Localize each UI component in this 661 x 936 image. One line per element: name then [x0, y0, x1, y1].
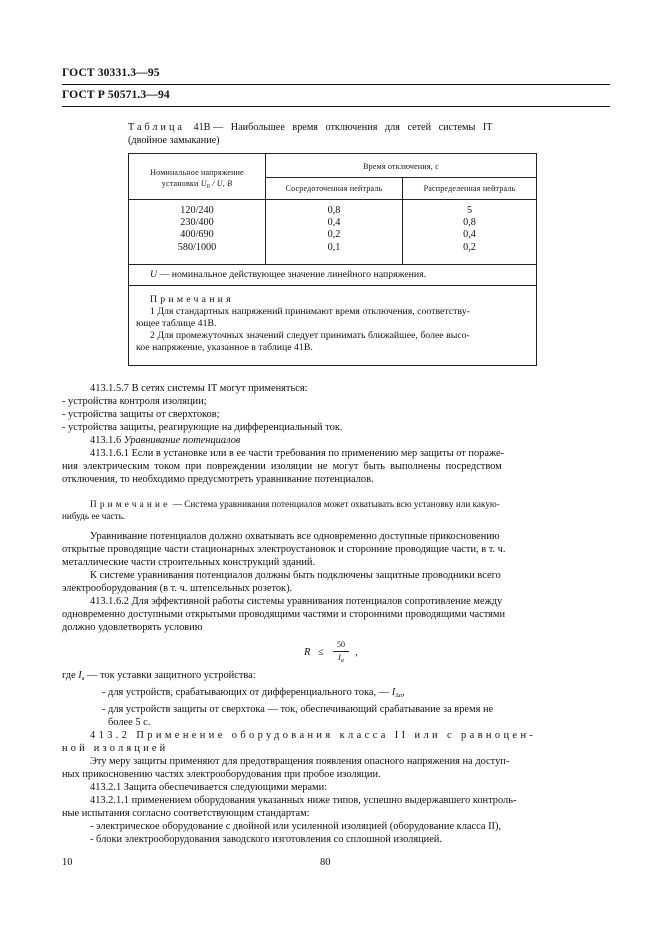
paragraph-line: должно удовлетворять условию [62, 622, 203, 633]
cell-concentrated: 0,8 [327, 205, 341, 216]
paragraph-line: электрооборудования (в т. ч. штепсельных розеток). [62, 583, 293, 594]
formula-den-symbol: I [338, 653, 341, 662]
note-label: Примечание [90, 499, 171, 509]
formula-end: , [355, 647, 358, 658]
cell-distributed: 0,8 [463, 217, 476, 229]
cell-concentrated: 0,1 [327, 241, 341, 253]
voltage-column [129, 205, 265, 254]
cell-voltage: 230/400 [180, 217, 214, 229]
section-4132-line-1: 413.2 Применение оборудования класса II или с равноцен- [90, 730, 537, 741]
table-hline-sub [265, 177, 536, 178]
list-item: - блоки электрооборудования заводского изготовления со сплошной изоляцией. [90, 834, 442, 845]
cell-voltage: 580/1000 [177, 241, 217, 253]
paragraph-line: ных прикосновению частях электрооборудования при пробое изоляции. [62, 769, 381, 780]
where-lead: где [62, 670, 76, 681]
caption-title: — Наибольшее время отключения для сетей системы IT [213, 122, 493, 133]
table-caption [128, 121, 544, 147]
paragraph-line: 413.1.6.2 Для эффективной работы системы уравнивания потенциалов сопротивление между [90, 596, 503, 607]
note-line-1 [62, 498, 610, 510]
list-item: - электрическое оборудование с двойной или усиленной изоляцией (оборудование класса II), [90, 821, 502, 832]
paragraph-line: металлические части строительных конструкций зданий. [62, 557, 316, 568]
cell-voltage: 400/690 [180, 229, 214, 241]
note-1-line-2: ющее таблице 41В. [136, 318, 217, 329]
paragraph-line: 413.2.1 Защита обеспечивается следующими мерами: [90, 782, 328, 793]
document-code-2: ГОСТ Р 50571.3—94 [62, 88, 170, 101]
header-time: Время отключения, с [363, 162, 439, 171]
section-heading [62, 434, 610, 447]
table-notes [136, 294, 530, 354]
table-hline-footnote [128, 285, 536, 286]
concentrated-column [266, 205, 402, 254]
formula-fraction-bar [333, 651, 349, 652]
header-voltage-sub0: 0 [206, 184, 210, 190]
note-line-2: нибудь ее часть. [62, 511, 126, 521]
where-symbol: I [78, 670, 82, 681]
section-4132-line-2: ной изоляцией [62, 743, 169, 754]
formula-lhs: R [304, 647, 311, 658]
cell-distributed: 0,4 [463, 229, 476, 241]
page-number-center: 80 [320, 857, 331, 868]
where-item-1-sub: Δn [395, 693, 403, 699]
paragraph-line: отключения, то необходимо предусмотреть уравнивание потенциалов. [62, 474, 374, 485]
paragraph-line: Уравнивание потенциалов должно охватывать все одновременно доступные прикосновению [90, 531, 500, 542]
formula-le: ≤ [318, 647, 324, 658]
where-item-1 [62, 686, 610, 703]
note-block [62, 498, 610, 522]
paragraph-line: ния электрическим током при повреждении изоляции не могут быть выполнены посредством [62, 461, 502, 472]
note-1-line-1: 1 Для стандартных напряжений принимают время отключения, соответству- [150, 306, 470, 317]
section-41357 [62, 382, 610, 486]
header-rule-1 [62, 84, 610, 85]
caption-lead: Таблица [128, 122, 185, 133]
header-concentrated: Сосредоточенная нейтраль [285, 184, 383, 193]
section-title: Уравнивание потенциалов [123, 435, 241, 446]
header-voltage-u0: U [200, 179, 207, 188]
note-2-line-1: 2 Для промежуточных значений следует принимать ближайшее, более высо- [150, 330, 470, 341]
where-item-2-line-1: - для устройств защиты от сверхтока — ток, обеспечивающий срабатывание за время не [102, 704, 494, 715]
paragraph-line: Эту меру защиты применяют для предотвращения появления опасного напряжения на доступ- [90, 756, 510, 767]
caption-number: 41В [193, 122, 211, 133]
note-2-line-2: кое напряжение, указанное в таблице 41В. [136, 342, 313, 353]
paragraph-line: одновременно доступными открытыми проводящими частями и сторонними проводящими частями [62, 609, 506, 620]
cell-distributed: 5 [466, 205, 473, 216]
header-voltage-line1: Номинальное напряжение [150, 168, 244, 177]
cell-concentrated: 0,4 [327, 217, 341, 229]
cell-distributed: 0,2 [463, 241, 476, 253]
paragraph-line: 413.2.1.1 применением оборудования указанных ниже типов, успешно выдержавшего контроль- [90, 795, 517, 806]
distributed-column [403, 205, 536, 254]
list-item: - устройства защиты от сверхтоков; [62, 409, 220, 420]
table-footnote [150, 269, 530, 281]
table-hline-header [128, 199, 536, 200]
table-hline-body [128, 264, 536, 265]
footnote-symbol: U [150, 269, 158, 280]
caption-note: (двойное замыкание) [128, 135, 220, 146]
header-voltage-line2b: / U, В [209, 179, 233, 188]
where-item-1-end: , [402, 687, 405, 698]
notes-title: Примечания [150, 294, 234, 305]
paragraph: 413.1.5.7 В сетях системы IT могут применяться: [90, 383, 308, 394]
paragraph-line: 413.1.6.1 Если в установке или в ее части требования по применению мер защиты от пораже- [90, 448, 505, 459]
section-number: 413.1.6 [90, 435, 124, 446]
formula-denominator [332, 653, 350, 666]
formula-den-sub: a [340, 658, 344, 664]
header-voltage-line2a: установки [161, 179, 199, 188]
cell-concentrated: 0,2 [327, 229, 341, 241]
where-sub: a [81, 676, 85, 682]
where-block [62, 669, 610, 846]
paragraph-line: открытые проводящие части стационарных электроустановок и сторонние проводящие части, в т. ч. [62, 544, 506, 555]
where-item-1-text: - для устройств, срабатывающих от дифференциального тока, — [102, 687, 390, 698]
paragraph-line: ные испытания согласно соответствующим стандартам: [62, 808, 310, 819]
header-distributed: Распределенная нейтраль [423, 184, 516, 193]
formula-numerator: 50 [337, 640, 345, 649]
where-text: — ток уставки защитного устройства: [84, 670, 256, 681]
footnote-text: — номинальное действующее значение линейного напряжения. [157, 269, 427, 280]
list-item: - устройства защиты, реагирующие на дифференциальный ток. [62, 422, 343, 433]
page-number-left: 10 [62, 857, 73, 868]
header-voltage [129, 167, 265, 193]
where-line [62, 669, 610, 686]
equalization-block [62, 530, 610, 634]
cell-voltage: 120/240 [180, 205, 214, 216]
header-rule-2 [62, 106, 610, 107]
where-item-2-line-2: более 5 с. [108, 717, 151, 728]
where-item-1-symbol: I [391, 687, 396, 698]
note-text: — Система уравнивания потенциалов может охватывать всю установку или какую- [170, 499, 500, 509]
document-code-1: ГОСТ 30331.3—95 [62, 66, 160, 79]
list-item: - устройства контроля изоляции; [62, 396, 207, 407]
paragraph-line: К системе уравнивания потенциалов должны быть подключены защитные проводники всего [90, 570, 501, 581]
